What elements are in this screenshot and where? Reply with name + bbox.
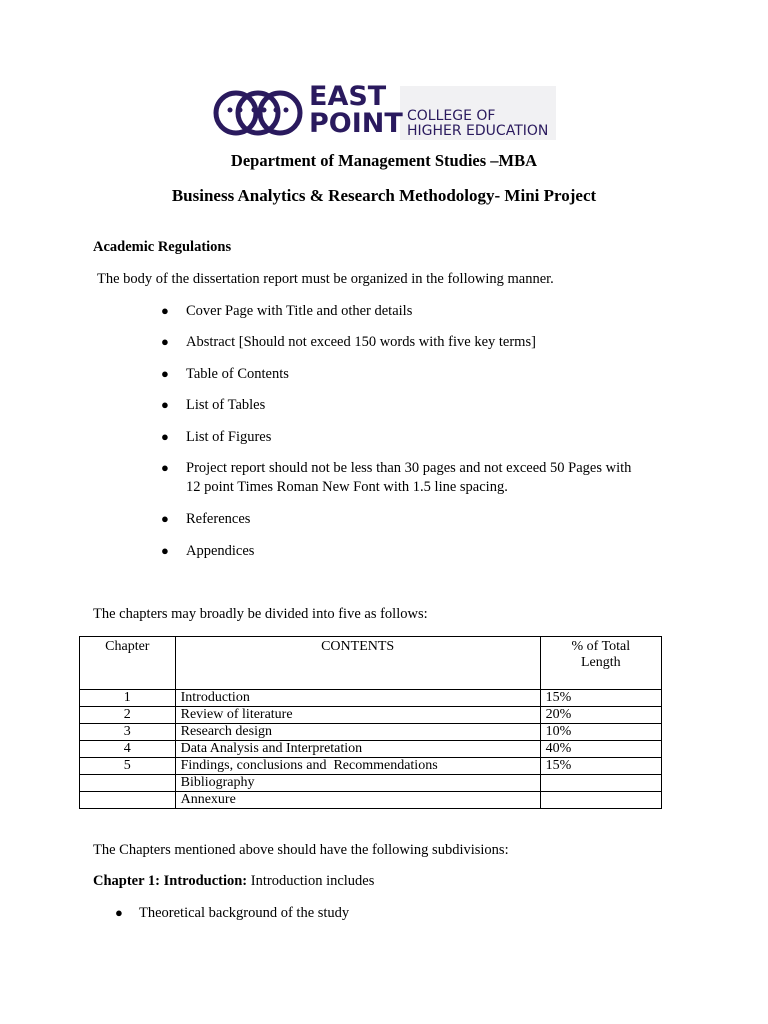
intro-paragraph: The body of the dissertation report must be organized in the following manner. xyxy=(97,271,554,287)
table-row xyxy=(80,690,662,707)
table-row xyxy=(80,758,662,775)
bullet-icon: ● xyxy=(161,543,169,558)
cell-chapter xyxy=(80,775,176,792)
cell-percent: 15% xyxy=(540,758,661,775)
list-item-continuation: 12 point Times Roman New Font with 1.5 line spacing. xyxy=(186,479,508,495)
subdivisions-intro: The Chapters mentioned above should have the following subdivisions: xyxy=(93,842,509,858)
table-row xyxy=(80,741,662,758)
cell-chapter: 3 xyxy=(80,724,176,741)
table-row xyxy=(80,724,662,741)
bullet-icon: ● xyxy=(161,366,169,381)
table-row xyxy=(80,775,662,792)
logo-subtitle-2: HIGHER EDUCATION xyxy=(407,123,549,139)
list-item: Theoretical background of the study xyxy=(139,905,350,921)
list-item: List of Figures xyxy=(186,429,272,445)
header-percent xyxy=(540,637,661,690)
bullet-icon: ● xyxy=(161,429,169,444)
list-item: Table of Contents xyxy=(186,366,289,382)
list-item: Project report should not be less than 30 pages and not exceed 50 Pages with xyxy=(186,460,632,476)
college-logo xyxy=(212,81,556,140)
cell-contents: Annexure xyxy=(175,792,540,809)
header-contents: CONTENTS xyxy=(175,637,540,690)
logo-line1: EAST xyxy=(309,81,387,112)
project-title: Business Analytics & Research Methodology- Mini Project xyxy=(171,186,597,205)
cell-contents: Introduction xyxy=(175,690,540,707)
bullet-icon: ● xyxy=(115,905,123,920)
table-header-row xyxy=(80,637,662,690)
chapters-table xyxy=(79,636,662,809)
bullet-icon: ● xyxy=(161,511,169,526)
logo-faces-icon xyxy=(212,88,304,138)
bullet-icon: ● xyxy=(161,460,169,475)
bullet-icon: ● xyxy=(161,334,169,349)
cell-contents: Data Analysis and Interpretation xyxy=(175,741,540,758)
cell-contents: Bibliography xyxy=(175,775,540,792)
logo-subtitle-1: COLLEGE OF xyxy=(407,108,496,124)
list-item: Cover Page with Title and other details xyxy=(186,303,413,319)
department-title: Department of Management Studies –MBA xyxy=(230,151,538,170)
cell-contents: Findings, conclusions and Recommendations xyxy=(175,758,540,775)
list-item: References xyxy=(186,511,251,527)
list-item: List of Tables xyxy=(186,397,266,413)
table-row xyxy=(80,792,662,809)
header-percent-line2: Length xyxy=(581,655,621,670)
cell-percent: 40% xyxy=(540,741,661,758)
chapter1-text: Introduction includes xyxy=(247,873,375,889)
cell-percent: 10% xyxy=(540,724,661,741)
list-item: Appendices xyxy=(186,543,255,559)
cell-chapter xyxy=(80,792,176,809)
cell-chapter: 4 xyxy=(80,741,176,758)
bullet-icon: ● xyxy=(161,397,169,412)
cell-percent: 20% xyxy=(540,707,661,724)
cell-contents: Research design xyxy=(175,724,540,741)
header-chapter: Chapter xyxy=(80,637,176,690)
chapter1-line xyxy=(93,872,374,891)
list-item: Abstract [Should not exceed 150 words with five key terms] xyxy=(186,334,536,350)
chapters-intro: The chapters may broadly be divided into five as follows: xyxy=(93,606,428,622)
cell-percent xyxy=(540,775,661,792)
logo-line2: POINT xyxy=(309,108,403,139)
cell-chapter: 2 xyxy=(80,707,176,724)
cell-chapter: 5 xyxy=(80,758,176,775)
cell-percent xyxy=(540,792,661,809)
section-heading: Academic Regulations xyxy=(93,239,232,255)
cell-contents: Review of literature xyxy=(175,707,540,724)
bullet-icon: ● xyxy=(161,303,169,318)
header-percent-line1: % of Total xyxy=(571,639,631,654)
cell-chapter: 1 xyxy=(80,690,176,707)
cell-percent: 15% xyxy=(540,690,661,707)
table-row xyxy=(80,707,662,724)
chapter1-label: Chapter 1: Introduction: xyxy=(93,873,248,889)
